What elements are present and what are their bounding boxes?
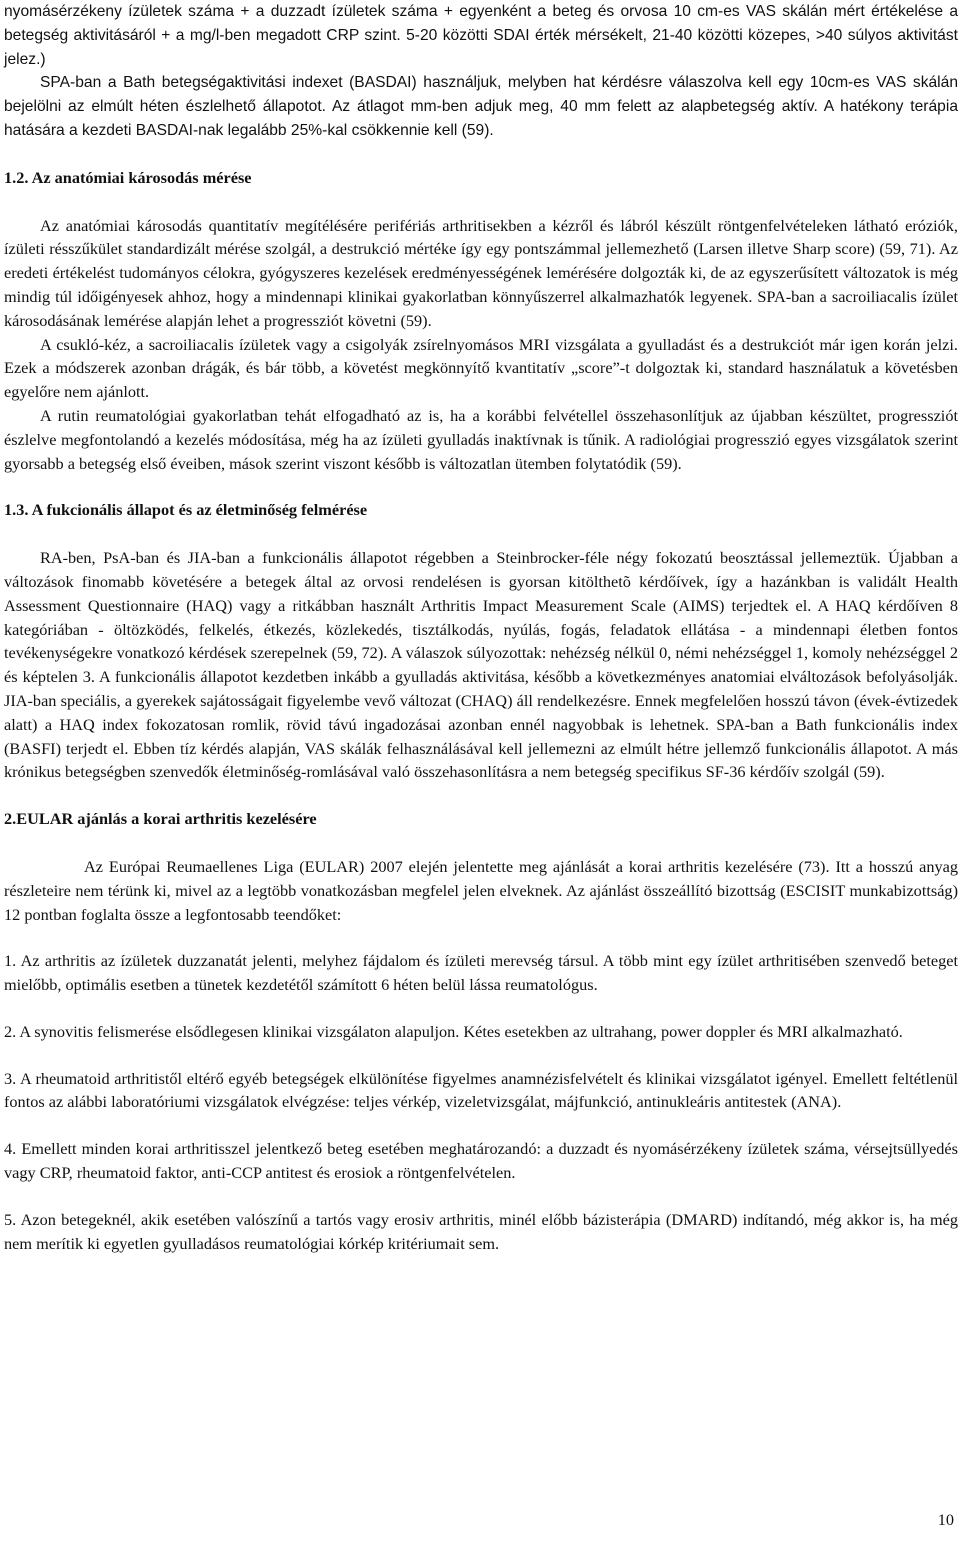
section-1-3-heading: 1.3. A fukcionális állapot és az életminőség felmérése [4, 500, 368, 520]
eular-item-4: 4. Emellett minden korai arthritisszel jelentkező beteg esetében meghatározandó: a duzzadt és nyomásérzékeny ízületek száma, vérsejtsüllyedés vagy CRP, rheumatoid faktor, anti-CCP antitest és erosiok a röntgenfelvételen. [4, 1139, 958, 1183]
basdai-paragraph: SPA-ban a Bath betegségaktivitási indexet (BASDAI) használjuk, melyben hat kérdésre válaszolva kell egy 10cm-es VAS skálán bejelölni az elmúlt héten észlelhető állapotot. Az átlagot mm-ben adjuk meg, 40 mm felett az alapbetegség aktív. A hatékony terápia hatására a kezdeti BASDAI-nak legalább 25%-kal csökkennie kell (59). [4, 74, 958, 139]
intro-sdai-paragraph: nyomásérzékeny ízületek száma + a duzzadt ízületek száma + egyenként a beteg és orvosa 10 cm-es VAS skálán mért értékelése a betegség aktivitásáról + a mg/l-ben megadott CRP szint. 5-20 közötti SDAI érték mérsékelt, 21-40 közötti közepes, >40 súlyos aktivitást jelez.) [4, 3, 958, 68]
eular-item-2: 2. A synovitis felismerése elsődlegesen klinikai vizsgálaton alapuljon. Kétes esetekben az ultrahang, power doppler és MRI alkalmazható. [4, 1021, 903, 1041]
eular-item-1: 1. Az arthritis az ízületek duzzanatát jelenti, melyhez fájdalom és ízületi merevség társul. A több mint egy ízület arthritisében szenvedő beteget mielőbb, optimális esetben a tünetek kezdetétől számított 6 héten belül lássa reumatológus. [4, 951, 958, 995]
eular-item-3: 3. A rheumatoid arthritistől eltérő egyéb betegségek elkülönítése figyelmes anamnézisfelvételt és klinikai vizsgálatot igényel. Emellett feltétlenül fontos az alábbi laboratóriumi vizsgálatok elvégzése: teljes vérkép, vizeletvizsgálat, májfunkció, antinukleáris antitestek (ANA). [4, 1068, 958, 1112]
section-1-3-paragraph: RA-ben, PsA-ban és JIA-ban a funkcionális állapotot régebben a Steinbrocker-féle négy fokozatú beosztással jellemeztük. Újabban a változások finomabb követésére a betegek által az orvosi rendelésen is gyorsan kitölthetõ kérdőívek, így a hazánkban is validált Health Assessment Questionnaire (HAQ) vagy a ritkábban használt Arthritis Impact Measurement Scale (AIMS) terjedtek el. A HAQ kérdőíven 8 kategóriában - öltözködés, felkelés, étkezés, közlekedés, tisztálkodás, nyúlás, fogás, feladatok ellátása - a mindennapi életben fontos tevékenységekre vonatkozó kérdések szerepelnek (59, 72). A válaszok súlyozottak: nehézség nélkül 0, némi nehézséggel 1, komoly nehézséggel 2 és képtelen 3. A funkcionális állapotot kezdetben inkább a gyulladás aktivitása, később a következményes anatomiai elváltozások befolyásolják. JIA-ban speciális, a gyerekek sajátosságait figyelembe vevő változat (CHAQ) áll rendelkezésre. Ennek megfelelően hosszú távon (évek-évtizedek alatt) a HAQ index fokozatosan romlik, rövid távú ingadozásai azonban ennél nagyobbak is lehetnek. SPA-ban a Bath funkcionális index (BASFI) terjedt el. Ebben tíz kérdés alapján, VAS skálák felhasználásával kell jellemezni az elmúlt hétre jellemző funkcionális állapotot. A más krónikus betegségben szenvedők életminőség-romlásával való összehasonlításra a nem betegség specifikus SF-36 kérdőív szolgál (59). [4, 548, 958, 782]
page-number: 10 [937, 1510, 954, 1529]
section-1-2-paragraph-2: A csukló-kéz, a sacroiliacalis ízületek vagy a csigolyák zsírelnyomásos MRI vizsgálata a gyulladást és a destrukciót már igen korán jelzi. Ezek a módszerek azonban drágák, és bár több, a követést megkönnyítő kvantitatív „score”-t dolgoztak ki, standard használatuk a követésben egyelőre nem ajánlott. [4, 334, 958, 402]
section-1-2-paragraph-3: A rutin reumatológiai gyakorlatban tehát elfogadható az is, ha a korábbi felvétellel összehasonlítjuk az újabban készültet, progressziót észlelve megfontolandó a kezelés módosítása, még ha az ízületi gyulladás inaktívnak is tűnik. A radiológiai progresszió egyes vizsgálatok szerint gyorsabb a betegség első éveiben, mások szerint viszont később is változatlan ütemben folytatódik (59). [4, 405, 958, 473]
section-1-2-paragraph-1: Az anatómiai károsodás quantitatív megítélésére perifériás arthritisekben a kézről és lábról készült röntgenfelvételeken látható eróziók, ízületi résszűkület standardizált mérése szolgál, a destrukció mértéke így egy pontszámmal jellemezhető (Larsen illetve Sharp score) (59, 71). Az eredeti értékelést tudományos célokra, gyógyszeres kezelések eredményességének lemérésére dolgozták ki, de az egyszerűsített változatok is még mindig túl időigényesek ahhoz, hogy a mindennapi klinikai gyakorlatban könnyűszerrel alkalmazhatók legyenek. SPA-ban a sacroiliacalis ízület károsodásának lemérése alapján lehet a progressziót követni (59). [4, 215, 958, 330]
section-2-heading: 2.EULAR ajánlás a korai arthritis kezelésére [4, 809, 317, 829]
section-1-2-heading: 1.2. Az anatómiai károsodás mérése [4, 167, 252, 187]
eular-item-5: 5. Azon betegeknél, akik esetében valószínű a tartós vagy erosiv arthritis, minél előbb bázisterápia (DMARD) indítandó, még akkor is, ha még nem merítik ki egyetlen gyulladásos reumatológiai kórkép kritériumait sem. [4, 1209, 958, 1253]
section-2-intro: Az Európai Reumaellenes Liga (EULAR) 2007 elején jelentette meg ajánlását a korai arthritis kezelésére (73). Itt a hosszú anyag részleteire nem térünk ki, mivel az a legtöbb vonatkozásban megfelel jelen elveknek. Az ajánlást összeállító bizottság (ESCISIT munkabizottság) 12 pontban foglalta össze a legfontosabb teendőket: [4, 856, 958, 924]
